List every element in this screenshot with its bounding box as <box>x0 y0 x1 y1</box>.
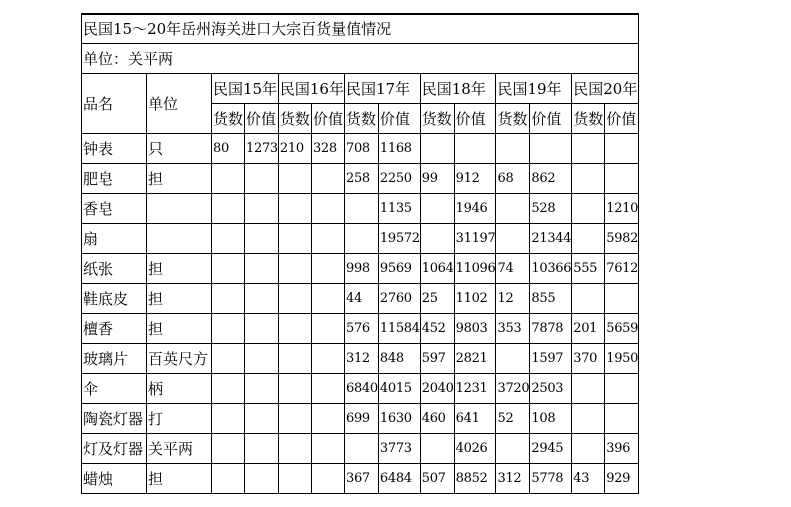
item-unit: 只 <box>147 134 212 164</box>
qty-cell <box>212 314 245 344</box>
value-cell <box>605 374 639 404</box>
qty-cell: 99 <box>420 164 454 194</box>
item-name: 香皂 <box>82 194 147 224</box>
value-cell: 9803 <box>454 314 496 344</box>
value-cell <box>311 344 344 374</box>
item-unit <box>147 194 212 224</box>
qty-cell <box>496 134 530 164</box>
qty-cell <box>278 434 311 464</box>
value-cell: 5659 <box>605 314 639 344</box>
value-cell: 1168 <box>378 134 420 164</box>
value-cell: 1231 <box>454 374 496 404</box>
table-row <box>82 284 639 314</box>
qty-cell: 6840 <box>344 374 378 404</box>
value-cell: 6484 <box>378 464 420 494</box>
qty-cell <box>496 344 530 374</box>
qty-cell: 353 <box>496 314 530 344</box>
qty-cell: 1064 <box>420 254 454 284</box>
qty-cell: 68 <box>496 164 530 194</box>
qty-cell: 699 <box>344 404 378 434</box>
item-name: 蜡烛 <box>82 464 147 494</box>
qty-cell: 52 <box>496 404 530 434</box>
value-cell <box>605 134 639 164</box>
qty-cell <box>212 254 245 284</box>
qty-cell <box>278 164 311 194</box>
value-cell: 396 <box>605 434 639 464</box>
value-cell <box>245 374 279 404</box>
qty-cell: 312 <box>496 464 530 494</box>
header-year: 民国15年 <box>212 74 279 104</box>
qty-cell: 460 <box>420 404 454 434</box>
qty-cell: 201 <box>572 314 605 344</box>
header-year: 民国18年 <box>420 74 496 104</box>
item-name: 鞋底皮 <box>82 284 147 314</box>
value-cell: 8852 <box>454 464 496 494</box>
qty-cell <box>344 194 378 224</box>
value-cell <box>245 254 279 284</box>
value-cell: 912 <box>454 164 496 194</box>
qty-cell <box>572 404 605 434</box>
header-qty: 货数 <box>572 104 605 134</box>
qty-cell <box>212 374 245 404</box>
table-row <box>82 134 639 164</box>
table-row <box>82 464 639 494</box>
value-cell: 1210 <box>605 194 639 224</box>
qty-cell <box>344 434 378 464</box>
qty-cell <box>212 464 245 494</box>
qty-cell: 44 <box>344 284 378 314</box>
value-cell: 108 <box>530 404 572 434</box>
qty-cell: 258 <box>344 164 378 194</box>
value-cell: 528 <box>530 194 572 224</box>
qty-cell: 708 <box>344 134 378 164</box>
item-name: 陶瓷灯器 <box>82 404 147 434</box>
item-name: 肥皂 <box>82 164 147 194</box>
qty-cell <box>496 434 530 464</box>
table-row <box>82 404 639 434</box>
import-goods-table <box>81 13 639 494</box>
header-val: 价值 <box>378 104 420 134</box>
header-val: 价值 <box>454 104 496 134</box>
value-cell <box>245 464 279 494</box>
header-year: 民国17年 <box>344 74 420 104</box>
item-unit: 担 <box>147 464 212 494</box>
qty-cell <box>212 284 245 314</box>
qty-cell: 555 <box>572 254 605 284</box>
item-unit: 担 <box>147 284 212 314</box>
qty-cell: 210 <box>278 134 311 164</box>
item-name: 钟表 <box>82 134 147 164</box>
qty-cell: 597 <box>420 344 454 374</box>
value-cell <box>311 254 344 284</box>
qty-cell: 507 <box>420 464 454 494</box>
header-year: 民国19年 <box>496 74 572 104</box>
qty-cell <box>212 344 245 374</box>
qty-cell <box>420 194 454 224</box>
qty-cell <box>572 434 605 464</box>
value-cell: 21344 <box>530 224 572 254</box>
qty-cell <box>278 194 311 224</box>
qty-cell: 43 <box>572 464 605 494</box>
value-cell <box>245 434 279 464</box>
qty-cell <box>212 164 245 194</box>
table-row <box>82 254 639 284</box>
value-cell <box>245 164 279 194</box>
header-unit: 单位 <box>147 74 212 134</box>
qty-cell <box>278 254 311 284</box>
header-val: 价值 <box>311 104 344 134</box>
qty-cell <box>278 344 311 374</box>
value-cell: 641 <box>454 404 496 434</box>
header-val: 价值 <box>530 104 572 134</box>
qty-cell <box>278 224 311 254</box>
value-cell: 848 <box>378 344 420 374</box>
table-row <box>82 224 639 254</box>
item-unit: 关平两 <box>147 434 212 464</box>
table-row <box>82 434 639 464</box>
unit-line: 单位：关平两 <box>82 44 639 74</box>
header-qty: 货数 <box>496 104 530 134</box>
qty-cell: 3720 <box>496 374 530 404</box>
value-cell <box>245 284 279 314</box>
value-cell <box>311 164 344 194</box>
qty-cell <box>420 224 454 254</box>
value-cell: 11584 <box>378 314 420 344</box>
value-cell: 1950 <box>605 344 639 374</box>
value-cell <box>245 224 279 254</box>
item-unit: 百英尺方 <box>147 344 212 374</box>
value-cell: 4026 <box>454 434 496 464</box>
qty-cell: 998 <box>344 254 378 284</box>
qty-cell <box>278 404 311 434</box>
qty-cell <box>420 134 454 164</box>
qty-cell <box>420 434 454 464</box>
value-cell <box>311 374 344 404</box>
value-cell: 31197 <box>454 224 496 254</box>
value-cell: 7878 <box>530 314 572 344</box>
value-cell: 862 <box>530 164 572 194</box>
header-year: 民国16年 <box>278 74 344 104</box>
value-cell <box>311 404 344 434</box>
qty-cell <box>278 464 311 494</box>
value-cell <box>245 194 279 224</box>
qty-cell <box>572 164 605 194</box>
value-cell: 5982 <box>605 224 639 254</box>
value-cell <box>605 404 639 434</box>
value-cell: 2503 <box>530 374 572 404</box>
item-name: 玻璃片 <box>82 344 147 374</box>
value-cell: 1135 <box>378 194 420 224</box>
qty-cell: 80 <box>212 134 245 164</box>
value-cell: 5778 <box>530 464 572 494</box>
value-cell: 3773 <box>378 434 420 464</box>
value-cell: 4015 <box>378 374 420 404</box>
value-cell <box>245 404 279 434</box>
value-cell: 855 <box>530 284 572 314</box>
item-unit: 担 <box>147 314 212 344</box>
qty-cell: 452 <box>420 314 454 344</box>
qty-cell <box>572 134 605 164</box>
value-cell: 19572 <box>378 224 420 254</box>
table-row <box>82 374 639 404</box>
value-cell: 11096 <box>454 254 496 284</box>
qty-cell: 576 <box>344 314 378 344</box>
item-unit <box>147 224 212 254</box>
table-title: 民国15～20年岳州海关进口大宗百货量值情况 <box>82 14 639 44</box>
item-unit: 担 <box>147 254 212 284</box>
value-cell: 328 <box>311 134 344 164</box>
header-name: 品名 <box>82 74 147 134</box>
item-name: 檀香 <box>82 314 147 344</box>
qty-cell <box>212 194 245 224</box>
item-unit: 担 <box>147 164 212 194</box>
table-row <box>82 314 639 344</box>
qty-cell <box>496 194 530 224</box>
qty-cell: 12 <box>496 284 530 314</box>
value-cell <box>605 284 639 314</box>
qty-cell <box>496 224 530 254</box>
header-val: 价值 <box>245 104 279 134</box>
qty-cell: 25 <box>420 284 454 314</box>
value-cell <box>245 344 279 374</box>
value-cell: 9569 <box>378 254 420 284</box>
value-cell: 10366 <box>530 254 572 284</box>
header-val: 价值 <box>605 104 639 134</box>
value-cell <box>311 224 344 254</box>
value-cell: 1273 <box>245 134 279 164</box>
data-table-container <box>81 13 639 494</box>
value-cell: 1597 <box>530 344 572 374</box>
qty-cell <box>212 224 245 254</box>
value-cell <box>454 134 496 164</box>
header-qty: 货数 <box>278 104 311 134</box>
value-cell: 929 <box>605 464 639 494</box>
value-cell: 1946 <box>454 194 496 224</box>
qty-cell <box>572 224 605 254</box>
value-cell <box>311 194 344 224</box>
item-unit: 打 <box>147 404 212 434</box>
qty-cell: 312 <box>344 344 378 374</box>
table-row <box>82 164 639 194</box>
header-qty: 货数 <box>420 104 454 134</box>
qty-cell: 370 <box>572 344 605 374</box>
qty-cell <box>572 374 605 404</box>
value-cell: 7612 <box>605 254 639 284</box>
value-cell: 1102 <box>454 284 496 314</box>
table-row <box>82 344 639 374</box>
value-cell: 2760 <box>378 284 420 314</box>
item-name: 伞 <box>82 374 147 404</box>
qty-cell <box>212 434 245 464</box>
value-cell <box>245 314 279 344</box>
item-name: 扇 <box>82 224 147 254</box>
value-cell <box>311 434 344 464</box>
value-cell <box>311 284 344 314</box>
qty-cell <box>572 194 605 224</box>
header-year: 民国20年 <box>572 74 639 104</box>
qty-cell: 367 <box>344 464 378 494</box>
value-cell: 2945 <box>530 434 572 464</box>
value-cell: 1630 <box>378 404 420 434</box>
qty-cell <box>344 224 378 254</box>
value-cell: 2821 <box>454 344 496 374</box>
qty-cell: 2040 <box>420 374 454 404</box>
value-cell <box>311 464 344 494</box>
header-qty: 货数 <box>212 104 245 134</box>
item-name: 灯及灯器 <box>82 434 147 464</box>
qty-cell <box>278 374 311 404</box>
value-cell <box>605 164 639 194</box>
value-cell <box>530 134 572 164</box>
item-unit: 柄 <box>147 374 212 404</box>
value-cell: 2250 <box>378 164 420 194</box>
value-cell <box>311 314 344 344</box>
header-qty: 货数 <box>344 104 378 134</box>
item-name: 纸张 <box>82 254 147 284</box>
qty-cell <box>278 284 311 314</box>
qty-cell: 74 <box>496 254 530 284</box>
qty-cell <box>572 284 605 314</box>
qty-cell <box>278 314 311 344</box>
table-row <box>82 194 639 224</box>
qty-cell <box>212 404 245 434</box>
